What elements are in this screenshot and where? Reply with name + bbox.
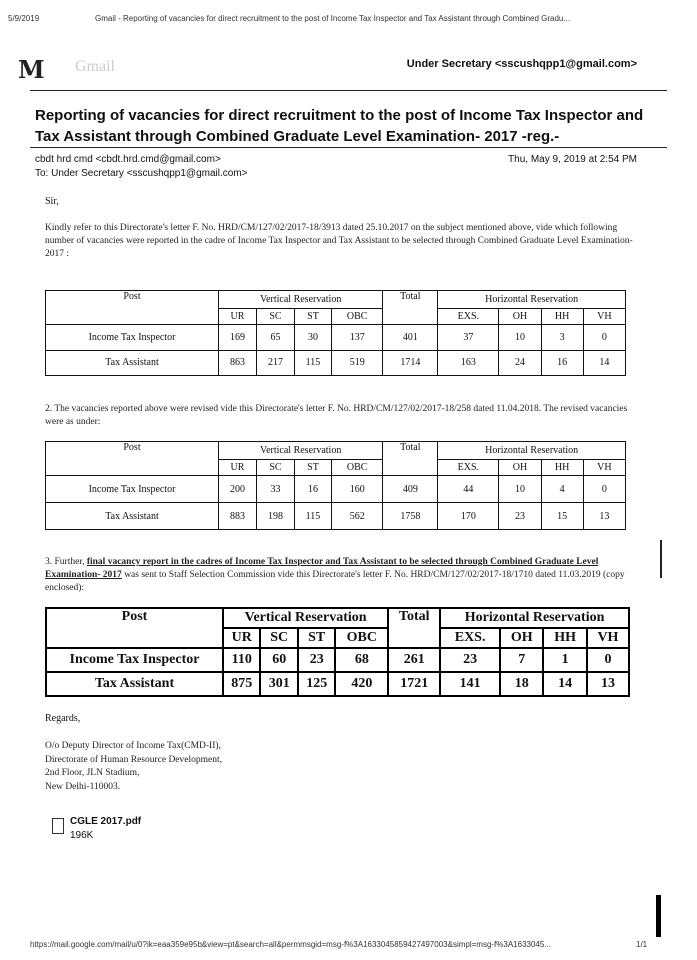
header-post: Post bbox=[46, 608, 223, 648]
cell: 1758 bbox=[383, 503, 438, 530]
cell: 44 bbox=[438, 476, 499, 503]
print-date: 5/9/2019 bbox=[8, 14, 40, 23]
cell: 68 bbox=[335, 648, 388, 672]
cell: 115 bbox=[294, 350, 331, 376]
header-horizontal: Horizontal Reservation bbox=[440, 608, 629, 628]
table-row bbox=[46, 648, 629, 672]
cell: 137 bbox=[332, 325, 383, 351]
cell: 4 bbox=[541, 476, 583, 503]
page-number: 1/1 bbox=[636, 940, 648, 949]
email-to: To: Under Secretary <sscushqpp1@gmail.com> bbox=[35, 168, 248, 179]
regards: Regards, bbox=[45, 713, 81, 724]
print-url: https://mail.google.com/mail/u/0?ik=eaa359e95b&view=pt&search=all&permmsgid=msg-f%3A1633045859427497003&simpl=msg-f%3A1633045... bbox=[30, 940, 551, 949]
table-row bbox=[46, 503, 626, 530]
gmail-logo-icon: M bbox=[18, 55, 43, 84]
col-oh: OH bbox=[499, 309, 541, 325]
col-hh: HH bbox=[541, 309, 583, 325]
margin-mark bbox=[656, 895, 661, 937]
final-report-link: final vacancy report in the cadres of Income Tax Inspector and Tax Assistant to be selected through Combined Graduate Level Examination- 2017 bbox=[45, 557, 599, 580]
salutation: Sir, bbox=[45, 196, 59, 207]
cell: 198 bbox=[256, 503, 294, 530]
col-sc: SC bbox=[256, 460, 294, 476]
cell: 1714 bbox=[383, 350, 438, 376]
header-horizontal: Horizontal Reservation bbox=[438, 442, 626, 460]
cell: 16 bbox=[294, 476, 331, 503]
col-vh: VH bbox=[587, 628, 629, 648]
paragraph-3-suffix: was sent to Staff Selection Commission vide this Directorate's letter F. No. HRD/CM/127/02/2017-18/1710 dated 11.03.2019 (copy enclosed): bbox=[45, 570, 625, 593]
cell: 65 bbox=[256, 325, 294, 351]
header-vertical: Vertical Reservation bbox=[223, 608, 388, 628]
header-total: Total bbox=[383, 442, 438, 476]
table-row bbox=[46, 325, 626, 351]
table-row bbox=[46, 672, 629, 696]
divider bbox=[30, 90, 667, 91]
col-hh: HH bbox=[543, 628, 586, 648]
vacancy-table-3 bbox=[45, 607, 630, 697]
header-post: Post bbox=[46, 442, 219, 476]
attachment-name[interactable]: CGLE 2017.pdf bbox=[70, 816, 142, 827]
col-vh: VH bbox=[583, 460, 625, 476]
divider bbox=[30, 147, 667, 148]
row-post: Tax Assistant bbox=[46, 350, 219, 376]
col-ur: UR bbox=[219, 460, 257, 476]
row-post: Income Tax Inspector bbox=[46, 476, 219, 503]
col-exs: EXS. bbox=[438, 460, 499, 476]
col-obc: OBC bbox=[335, 628, 388, 648]
col-obc: OBC bbox=[332, 309, 383, 325]
cell: 519 bbox=[332, 350, 383, 376]
cell: 409 bbox=[383, 476, 438, 503]
email-date: Thu, May 9, 2019 at 2:54 PM bbox=[508, 154, 637, 165]
cell: 37 bbox=[438, 325, 499, 351]
signature-line: 2nd Floor, JLN Stadium, bbox=[45, 768, 140, 778]
row-post: Tax Assistant bbox=[46, 672, 223, 696]
paragraph-3-prefix: 3. Further, bbox=[45, 557, 87, 567]
col-sc: SC bbox=[260, 628, 297, 648]
cell: 13 bbox=[583, 503, 625, 530]
vacancy-table-2 bbox=[45, 441, 626, 530]
cell: 23 bbox=[298, 648, 335, 672]
col-sc: SC bbox=[256, 309, 294, 325]
header-post: Post bbox=[46, 291, 219, 325]
print-title: Gmail - Reporting of vacancies for direct recruitment to the post of Income Tax Inspector and Tax Assistant through Combined Gradu... bbox=[95, 14, 571, 23]
cell: 23 bbox=[499, 503, 541, 530]
col-oh: OH bbox=[500, 628, 543, 648]
cell: 13 bbox=[587, 672, 629, 696]
header-vertical: Vertical Reservation bbox=[219, 442, 383, 460]
cell: 562 bbox=[332, 503, 383, 530]
cell: 110 bbox=[223, 648, 260, 672]
email-from: cbdt hrd cmd <cbdt.hrd.cmd@gmail.com> bbox=[35, 154, 221, 165]
cell: 169 bbox=[219, 325, 257, 351]
cell: 10 bbox=[499, 476, 541, 503]
col-exs: EXS. bbox=[440, 628, 500, 648]
cell: 420 bbox=[335, 672, 388, 696]
cell: 0 bbox=[583, 476, 625, 503]
paragraph-2: 2. The vacancies reported above were revised vide this Directorate's letter F. No. HRD/CM/127/02/2017-18/258 dated 11.04.2018. The revised vacancies were as under: bbox=[45, 404, 628, 427]
cell: 401 bbox=[383, 325, 438, 351]
paragraph-3 bbox=[45, 556, 635, 595]
paragraph-1: Kindly refer to this Directorate's letter F. No. HRD/CM/127/02/2017-18/3913 dated 25.10.2017 on the subject mentioned above, vide which following number of vacancies were reported in the cadre of Income Tax Inspector and Tax Assistant to be selected through Combined Graduate Level Examination- 2017 : bbox=[45, 223, 633, 259]
cell: 115 bbox=[294, 503, 331, 530]
header-vertical: Vertical Reservation bbox=[219, 291, 383, 309]
table-row bbox=[46, 350, 626, 376]
email-subject: Reporting of vacancies for direct recruitment to the post of Income Tax Inspector and Tax Assistant through Combined Graduate Level Examination- 2017 -reg.- bbox=[35, 107, 644, 145]
cell: 141 bbox=[440, 672, 500, 696]
cell: 301 bbox=[260, 672, 297, 696]
cell: 883 bbox=[219, 503, 257, 530]
cell: 7 bbox=[500, 648, 543, 672]
cell: 30 bbox=[294, 325, 331, 351]
cell: 261 bbox=[388, 648, 440, 672]
col-st: ST bbox=[298, 628, 335, 648]
header-total: Total bbox=[388, 608, 440, 648]
cell: 170 bbox=[438, 503, 499, 530]
cell: 18 bbox=[500, 672, 543, 696]
row-post: Income Tax Inspector bbox=[46, 325, 219, 351]
table-row bbox=[46, 476, 626, 503]
col-oh: OH bbox=[499, 460, 541, 476]
cell: 1 bbox=[543, 648, 586, 672]
account-label: Under Secretary <sscushqpp1@gmail.com> bbox=[406, 58, 637, 70]
col-vh: VH bbox=[583, 309, 625, 325]
col-obc: OBC bbox=[332, 460, 383, 476]
row-post: Tax Assistant bbox=[46, 503, 219, 530]
header-horizontal: Horizontal Reservation bbox=[438, 291, 626, 309]
attachment-icon[interactable] bbox=[52, 818, 64, 834]
vacancy-table-1 bbox=[45, 290, 626, 376]
row-post: Income Tax Inspector bbox=[46, 648, 223, 672]
cell: 0 bbox=[587, 648, 629, 672]
signature-block bbox=[45, 740, 222, 794]
cell: 163 bbox=[438, 350, 499, 376]
cell: 60 bbox=[260, 648, 297, 672]
gmail-logo-text: Gmail bbox=[75, 58, 115, 75]
cell: 217 bbox=[256, 350, 294, 376]
signature-line: Directorate of Human Resource Development, bbox=[45, 754, 223, 765]
cell: 200 bbox=[219, 476, 257, 503]
margin-mark bbox=[660, 540, 662, 578]
cell: 125 bbox=[298, 672, 335, 696]
col-ur: UR bbox=[219, 309, 257, 325]
cell: 23 bbox=[440, 648, 500, 672]
header-total: Total bbox=[383, 291, 438, 325]
cell: 0 bbox=[583, 325, 625, 351]
cell: 14 bbox=[543, 672, 586, 696]
cell: 3 bbox=[541, 325, 583, 351]
signature-line: New Delhi-110003. bbox=[45, 781, 121, 792]
col-st: ST bbox=[294, 309, 331, 325]
col-exs: EXS. bbox=[438, 309, 499, 325]
signature-line: O/o Deputy Director of Income Tax(CMD-II), bbox=[45, 741, 221, 751]
attachment-size: 196K bbox=[70, 830, 94, 841]
col-hh: HH bbox=[541, 460, 583, 476]
cell: 863 bbox=[219, 350, 257, 376]
cell: 14 bbox=[583, 350, 625, 376]
cell: 160 bbox=[332, 476, 383, 503]
cell: 15 bbox=[541, 503, 583, 530]
cell: 16 bbox=[541, 350, 583, 376]
cell: 24 bbox=[499, 350, 541, 376]
col-ur: UR bbox=[223, 628, 260, 648]
col-st: ST bbox=[294, 460, 331, 476]
cell: 875 bbox=[223, 672, 260, 696]
cell: 33 bbox=[256, 476, 294, 503]
cell: 10 bbox=[499, 325, 541, 351]
cell: 1721 bbox=[388, 672, 440, 696]
